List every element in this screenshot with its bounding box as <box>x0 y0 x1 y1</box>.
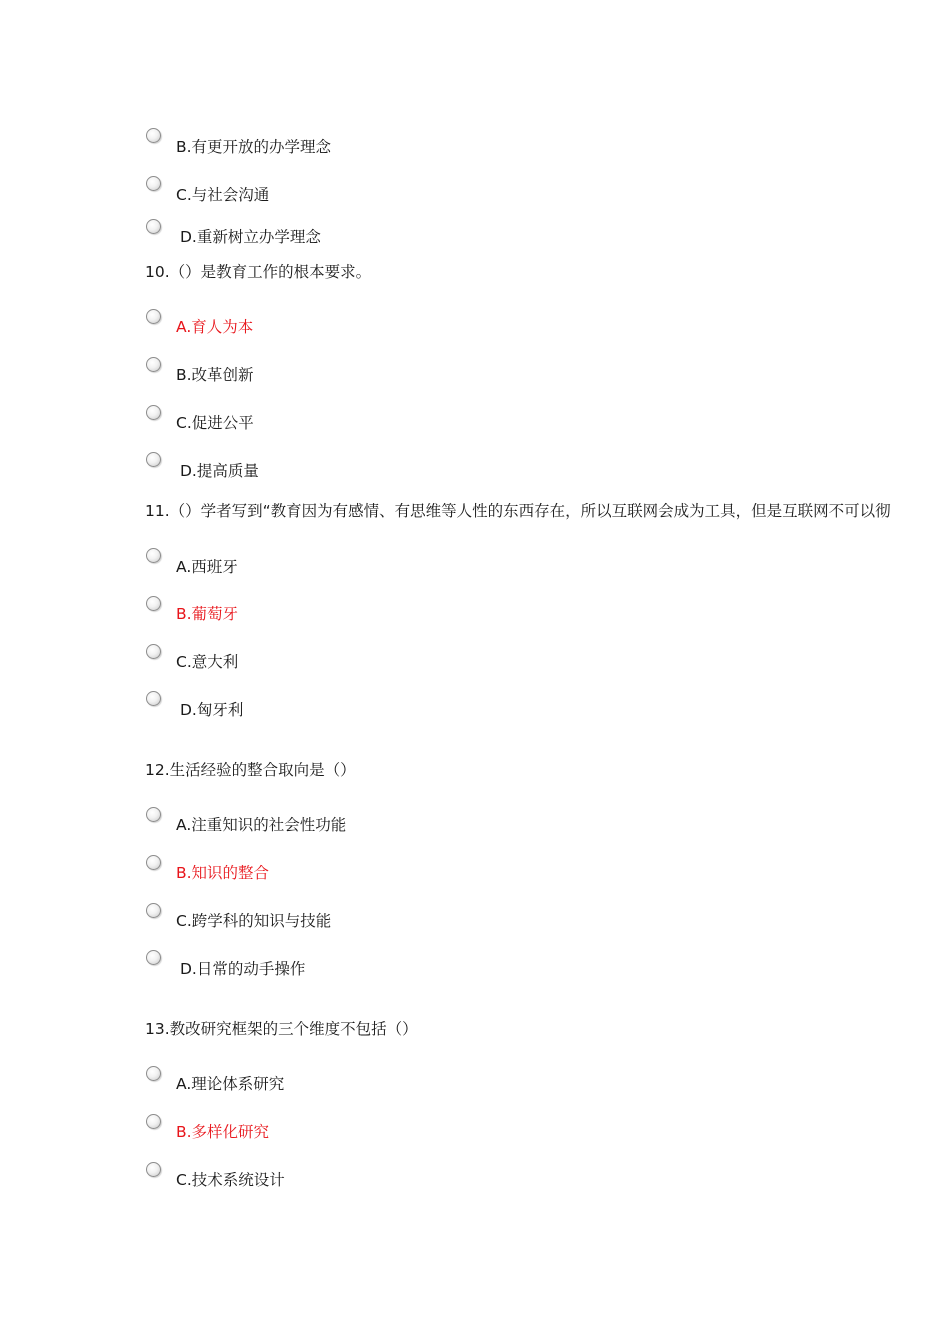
question-stem: 11.（）学者写到“教育因为有感情、有思维等人性的东西存在，所以互联网会成为工具，但是互联网不可以彻 <box>145 502 891 520</box>
radio-button[interactable] <box>146 1114 161 1129</box>
question-stem: 13.教改研究框架的三个维度不包括（） <box>145 1020 418 1038</box>
radio-button[interactable] <box>146 357 161 372</box>
radio-button[interactable] <box>146 903 161 918</box>
option-label-correct: B.知识的整合 <box>176 864 270 882</box>
radio-button[interactable] <box>146 807 161 822</box>
option-label: C.意大利 <box>176 653 239 671</box>
option-label: D.重新树立办学理念 <box>180 228 321 246</box>
option-label: A.注重知识的社会性功能 <box>176 816 347 834</box>
radio-button[interactable] <box>146 1162 161 1177</box>
option-label: D.日常的动手操作 <box>180 960 306 978</box>
question-stem: 12.生活经验的整合取向是（） <box>145 761 356 779</box>
option-label: C.技术系统设计 <box>176 1171 285 1189</box>
option-label: C.跨学科的知识与技能 <box>176 912 332 930</box>
radio-button[interactable] <box>146 405 161 420</box>
option-label-correct: B.多样化研究 <box>176 1123 270 1141</box>
radio-button[interactable] <box>146 452 161 467</box>
option-label: D.匈牙利 <box>180 701 244 719</box>
option-label: B.改革创新 <box>176 366 254 384</box>
radio-button[interactable] <box>146 176 161 191</box>
option-label: A.西班牙 <box>176 558 238 576</box>
option-label: A.理论体系研究 <box>176 1075 285 1093</box>
option-label: D.提高质量 <box>180 462 259 480</box>
option-label-correct: B.葡萄牙 <box>176 605 239 623</box>
radio-button[interactable] <box>146 596 161 611</box>
radio-button[interactable] <box>146 950 161 965</box>
question-stem: 10.（）是教育工作的根本要求。 <box>145 263 372 281</box>
radio-button[interactable] <box>146 128 161 143</box>
option-label: C.与社会沟通 <box>176 186 270 204</box>
radio-button[interactable] <box>146 1066 161 1081</box>
radio-button[interactable] <box>146 219 161 234</box>
radio-button[interactable] <box>146 548 161 563</box>
radio-button[interactable] <box>146 855 161 870</box>
radio-button[interactable] <box>146 691 161 706</box>
option-label: B.有更开放的办学理念 <box>176 138 332 156</box>
radio-button[interactable] <box>146 644 161 659</box>
radio-button[interactable] <box>146 309 161 324</box>
option-label-correct: A.育人为本 <box>176 318 254 336</box>
option-label: C.促进公平 <box>176 414 254 432</box>
